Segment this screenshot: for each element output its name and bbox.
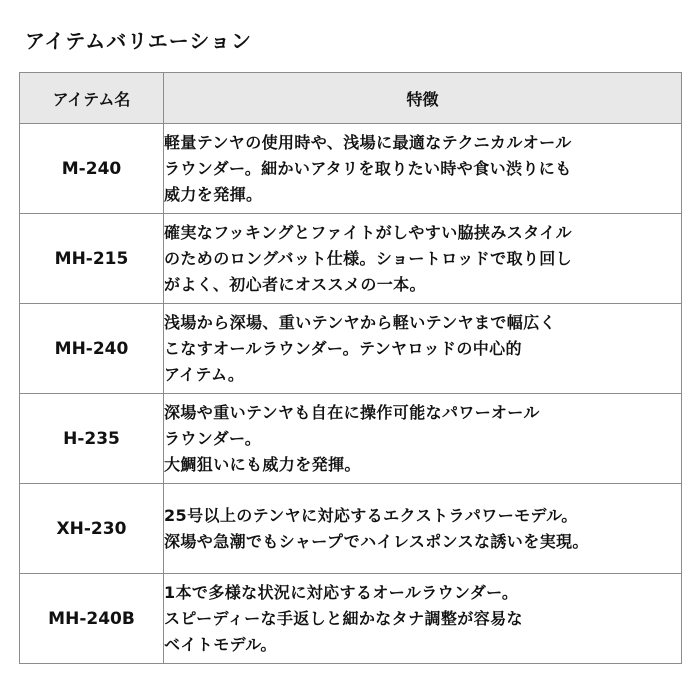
item-name-cell: MH-240 [20, 304, 164, 394]
feature-line: スピーディーな手返しと細かなタナ調整が容易な [164, 608, 523, 628]
feature-cell [164, 124, 682, 214]
item-name-cell: XH-230 [20, 484, 164, 574]
item-name-cell: H-235 [20, 394, 164, 484]
feature-line: ベイトモデル。 [164, 634, 277, 654]
section-heading: アイテムバリエーション [25, 29, 252, 53]
feature-line: こなすオールラウンダー。テンヤロッドの中心的 [164, 338, 522, 358]
feature-line: 1本で多様な状況に対応するオールラウンダー。 [164, 582, 519, 602]
table-row [20, 574, 682, 664]
table-row [20, 304, 682, 394]
table-row [20, 214, 682, 304]
column-header-features: 特徴 [164, 73, 682, 124]
table-row [20, 394, 682, 484]
feature-line: 軽量テンヤの使用時や、浅場に最適なテクニカルオール [164, 132, 572, 152]
feature-line: 深場や急潮でもシャープでハイレスポンスな誘いを実現。 [164, 531, 589, 551]
table-row [20, 484, 682, 574]
item-name-cell: MH-215 [20, 214, 164, 304]
feature-line: 浅場から深場、重いテンヤから軽いテンヤまで幅広く [164, 312, 557, 332]
feature-line: 確実なフッキングとファイトがしやすい脇挟みスタイル [164, 222, 573, 242]
table-header-row [20, 73, 682, 124]
item-name-cell: M-240 [20, 124, 164, 214]
feature-cell [164, 484, 682, 574]
feature-line: 25号以上のテンヤに対応するエクストラパワーモデル。 [164, 505, 578, 525]
feature-line: アイテム。 [164, 364, 245, 384]
feature-line: 大鯛狙いにも威力を発揮。 [164, 454, 361, 474]
table-row [20, 124, 682, 214]
item-name-cell: MH-240B [20, 574, 164, 664]
feature-cell [164, 304, 682, 394]
feature-line: ラウンダー。 [164, 428, 262, 448]
feature-cell [164, 214, 682, 304]
feature-line: 威力を発揮。 [164, 184, 263, 204]
feature-line: 深場や重いテンヤも自在に操作可能なパワーオール [164, 402, 540, 422]
feature-line: ラウンダー。細かいアタリを取りたい時や食い渋りにも [164, 158, 572, 178]
feature-line: のためのロングバット仕様。ショートロッドで取り回し [164, 248, 573, 268]
feature-cell [164, 394, 682, 484]
feature-cell [164, 574, 682, 664]
feature-line: がよく、初心者にオススメの一本。 [164, 274, 426, 294]
item-variation-table [19, 72, 682, 664]
column-header-item-name: アイテム名 [20, 73, 164, 124]
